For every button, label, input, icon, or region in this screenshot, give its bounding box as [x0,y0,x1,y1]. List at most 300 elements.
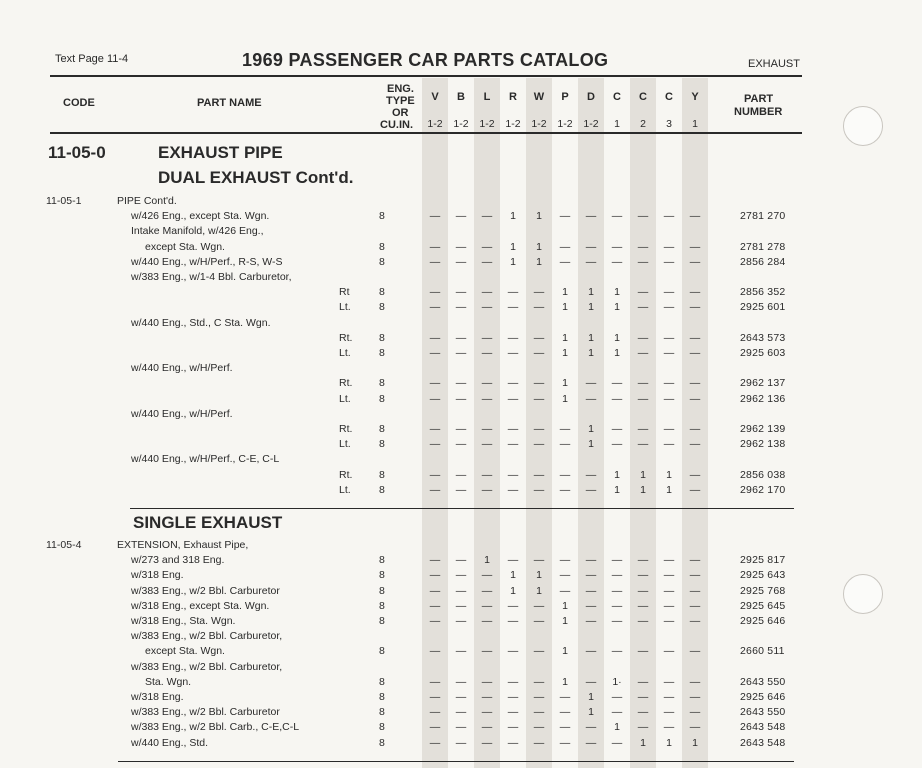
row-part-name: Intake Manifold, w/426 Eng., [131,225,264,238]
row-part-name: w/440 Eng., w/H/Perf., R-S, W-S [131,255,283,268]
row-model-cell: — [663,331,675,344]
model-range-header: 1-2 [505,118,521,130]
model-letter-header: V [431,91,439,103]
row-model-cell: — [637,210,649,223]
row-model-cell: — [481,286,493,299]
row-model-cell: — [663,423,675,435]
row-part-name: w/383 Eng., w/2 Bbl. Carburetor, [131,660,283,673]
model-letter-header: Y [691,91,699,103]
row-side: Rt. [339,468,353,481]
row-eng-type: 8 [379,569,385,582]
row-model-cell: — [689,240,701,253]
row-model-cell: — [689,210,701,223]
row-model-cell: — [663,706,675,719]
row-part-number: 2856 038 [740,468,786,481]
row-side: Rt [339,286,350,299]
row-model-cell: — [663,615,675,627]
row-model-cell: 1· [612,675,622,688]
row-model-cell: 1 [562,377,568,390]
model-letter-header: C [613,91,621,103]
row-model-cell: — [559,423,571,435]
row-model-cell: — [637,691,649,703]
row-eng-type: 8 [379,347,385,359]
row-model-cell: — [585,554,597,567]
model-range-header: 1-2 [453,118,469,130]
row-model-cell: 1 [536,584,542,597]
section-code: 11-05-0 [48,143,106,162]
row-model-cell: — [481,645,493,658]
row-model-cell: — [481,615,493,627]
row-model-cell: — [507,423,519,435]
row-model-cell: — [507,615,519,627]
row-model-cell: — [481,468,493,481]
row-model-cell: — [429,377,441,390]
section-label: EXHAUST [748,58,800,70]
row-model-cell: — [507,301,519,314]
row-part-number: 2643 550 [740,706,786,719]
part-number-header-line1: PART [744,93,774,105]
model-range-header: 1-2 [583,118,599,130]
row-part-name: Sta. Wgn. [145,675,192,688]
row-model-cell: — [663,599,675,612]
model-letter-header: R [509,91,517,103]
row-model-cell: — [455,706,467,719]
row-model-cell: — [429,615,441,627]
row-model-cell: 1 [614,347,620,359]
binder-hole [843,574,883,614]
row-model-cell: — [559,721,571,734]
row-side: Lt. [339,483,351,496]
row-model-cell: — [481,301,493,314]
row-model-cell: — [663,691,675,703]
row-part-number: 2856 352 [740,286,786,299]
row-part-name: w/440 Eng., w/H/Perf. [131,362,233,375]
row-model-cell: — [533,392,545,405]
row-model-cell: — [455,675,467,688]
row-part-number: 2962 170 [740,483,786,496]
row-model-cell: — [663,554,675,567]
row-part-number: 2781 278 [740,240,786,253]
row-model-cell: 1 [614,468,620,481]
row-model-cell: — [637,706,649,719]
row-model-cell: — [533,706,545,719]
row-model-cell: — [689,438,701,451]
row-model-cell: — [637,423,649,435]
row-eng-type: 8 [379,438,385,451]
row-model-cell: 1 [510,569,516,582]
row-model-cell: — [455,584,467,597]
row-model-cell: — [455,210,467,223]
model-range-header: 1 [692,118,698,130]
row-model-cell: 1 [614,721,620,734]
row-model-cell: — [585,721,597,734]
row-model-cell: — [533,736,545,749]
row-model-cell: — [455,377,467,390]
row-eng-type: 8 [379,706,385,719]
row-model-cell: — [585,615,597,627]
row-model-cell: — [689,645,701,658]
row-model-cell: — [611,615,623,627]
row-model-cell: — [663,721,675,734]
row-model-cell: — [455,438,467,451]
row-model-cell: — [585,210,597,223]
row-model-cell: — [663,584,675,597]
row-model-cell: — [689,615,701,627]
row-part-name: w/440 Eng., w/H/Perf., C-E, C-L [131,453,280,466]
row-model-cell: — [507,286,519,299]
row-model-cell: — [611,438,623,451]
row-model-cell: — [507,483,519,496]
row-model-cell: 1 [562,347,568,359]
row-model-cell: — [585,569,597,582]
model-letter-header: L [483,91,491,103]
row-model-cell: — [611,599,623,612]
row-model-cell: — [689,331,701,344]
row-model-cell: — [637,721,649,734]
row-model-cell: — [455,483,467,496]
row-model-cell: 1 [588,706,594,719]
row-model-cell: — [585,584,597,597]
row-part-name: except Sta. Wgn. [145,645,225,658]
model-letter-header: C [665,91,673,103]
row-model-cell: — [481,255,493,268]
row-part-number: 2643 573 [740,331,786,344]
row-model-cell: — [507,675,519,688]
row-model-cell: — [611,645,623,658]
row-model-cell: 1 [510,240,516,253]
row-model-cell: — [507,438,519,451]
row-model-cell: — [429,645,441,658]
row-model-cell: — [533,301,545,314]
binder-hole [843,106,883,146]
row-model-cell: — [507,599,519,612]
row-model-cell: — [455,569,467,582]
row-eng-type: 8 [379,599,385,612]
row-model-cell: — [663,255,675,268]
row-model-cell: — [481,721,493,734]
row-model-cell: — [455,347,467,359]
row-model-cell: — [507,706,519,719]
row-model-cell: 1 [536,569,542,582]
row-model-cell: — [429,301,441,314]
row-model-cell: 1 [588,423,594,435]
row-model-cell: — [637,599,649,612]
row-part-name: w/383 Eng., w/2 Bbl. Carb., C-E,C-L [131,721,300,734]
row-model-cell: — [689,691,701,703]
row-model-cell: 1 [640,736,646,749]
row-model-cell: — [481,599,493,612]
row-model-cell: — [533,554,545,567]
row-part-number: 2781 270 [740,210,786,223]
row-model-cell: 1 [614,483,620,496]
row-part-number: 2925 817 [740,554,786,567]
row-model-cell: — [429,554,441,567]
row-model-cell: 1 [562,675,568,688]
part-name-column-header: PART NAME [197,97,262,109]
row-model-cell: — [429,331,441,344]
row-model-cell: — [663,286,675,299]
row-eng-type: 8 [379,584,385,597]
row-model-cell: — [689,554,701,567]
row-model-cell: — [637,392,649,405]
row-model-cell: — [585,240,597,253]
row-model-cell: — [611,392,623,405]
row-model-cell: — [559,691,571,703]
row-model-cell: — [689,468,701,481]
model-range-header: 1 [614,118,620,130]
row-part-number: 2925 603 [740,347,786,359]
row-model-cell: — [637,615,649,627]
row-part-number: 2660 511 [740,645,785,658]
row-model-cell: — [663,392,675,405]
row-model-cell: — [533,347,545,359]
row-part-name: w/318 Eng., Sta. Wgn. [131,615,236,627]
model-range-header: 3 [666,118,672,130]
part-number-header-line2: NUMBER [734,106,783,118]
row-model-cell: — [663,240,675,253]
row-model-cell: 1 [614,286,620,299]
model-range-header: 1-2 [531,118,547,130]
row-model-cell: — [559,584,571,597]
model-letter-header: W [533,91,545,103]
row-model-cell: 1 [562,331,568,344]
row-model-cell: 1 [588,301,594,314]
row-model-cell: — [481,483,493,496]
row-model-cell: — [481,377,493,390]
row-part-name: w/383 Eng., w/2 Bbl. Carburetor [131,706,280,719]
row-model-cell: — [429,599,441,612]
row-model-cell: — [429,569,441,582]
single-exhaust-title: SINGLE EXHAUST [133,513,283,532]
page-title: 1969 PASSENGER CAR PARTS CATALOG [242,50,609,70]
row-model-cell: 1 [666,736,672,749]
row-model-cell: — [429,468,441,481]
row-code: 11-05-4 [46,539,82,551]
row-model-cell: — [533,483,545,496]
row-model-cell: — [429,691,441,703]
section-divider-rule [130,508,794,509]
row-model-cell: 1 [588,438,594,451]
row-model-cell: — [429,584,441,597]
row-model-cell: — [429,255,441,268]
row-part-name: w/440 Eng., w/H/Perf. [131,407,233,420]
row-eng-type: 8 [379,301,385,314]
row-model-cell: — [637,331,649,344]
row-model-cell: — [455,554,467,567]
row-model-cell: — [689,721,701,734]
row-model-cell: — [455,615,467,627]
row-model-cell: — [637,377,649,390]
row-model-cell: — [481,569,493,582]
row-model-cell: — [533,468,545,481]
row-model-cell: — [481,706,493,719]
row-part-name: w/273 and 318 Eng. [131,554,225,567]
row-model-cell: — [507,736,519,749]
row-part-number: 2925 645 [740,599,786,612]
row-model-cell: — [637,645,649,658]
row-model-cell: — [429,706,441,719]
row-side: Rt. [339,331,353,344]
row-model-cell: — [507,645,519,658]
row-model-cell: — [585,645,597,658]
row-model-cell: — [559,736,571,749]
row-model-cell: — [637,675,649,688]
row-part-number: 2925 646 [740,615,786,627]
row-model-cell: — [533,438,545,451]
row-model-cell: — [429,423,441,435]
row-model-cell: — [429,721,441,734]
row-part-name: except Sta. Wgn. [145,240,225,253]
row-model-cell: — [559,706,571,719]
model-letter-header: B [457,91,465,103]
row-model-cell: — [663,645,675,658]
row-model-cell: — [429,438,441,451]
row-model-cell: — [507,377,519,390]
row-model-cell: — [507,554,519,567]
row-model-cell: — [455,691,467,703]
row-model-cell: 1 [588,691,594,703]
section-title: EXHAUST PIPE [158,143,283,162]
eng-type-header-line2: TYPE [386,95,415,107]
row-model-cell: — [429,392,441,405]
row-model-cell: — [611,377,623,390]
row-part-number: 2643 548 [740,721,786,734]
row-eng-type: 8 [379,286,385,299]
row-model-cell: — [585,392,597,405]
row-part-name: w/383 Eng., w/2 Bbl. Carburetor, [131,630,283,643]
row-model-cell: 1 [692,736,698,749]
row-model-cell: — [663,347,675,359]
row-model-cell: — [689,483,701,496]
row-model-cell: — [533,675,545,688]
row-model-cell: — [689,286,701,299]
row-model-cell: — [533,721,545,734]
row-side: Rt. [339,377,353,390]
row-model-cell: — [559,240,571,253]
row-eng-type: 8 [379,721,385,734]
row-model-cell: — [559,255,571,268]
row-model-cell: 1 [536,210,542,223]
row-eng-type: 8 [379,423,385,435]
row-side: Lt. [339,347,351,359]
row-model-cell: — [455,255,467,268]
row-model-cell: — [455,286,467,299]
row-model-cell: — [481,736,493,749]
row-model-cell: 1 [640,468,646,481]
row-model-cell: 1 [484,554,490,567]
row-model-cell: — [689,584,701,597]
row-part-name: PIPE Cont'd. [117,195,177,207]
row-eng-type: 8 [379,377,385,390]
row-model-cell: — [559,569,571,582]
row-model-cell: 1 [562,301,568,314]
row-model-cell: — [533,377,545,390]
row-model-cell: — [455,721,467,734]
row-part-number: 2643 548 [740,736,786,749]
row-part-name: w/318 Eng. [131,569,184,582]
row-model-cell: — [507,331,519,344]
model-range-header: 1-2 [427,118,443,130]
row-part-name: w/440 Eng., Std., C Sta. Wgn. [131,316,271,329]
row-model-cell: — [611,584,623,597]
row-model-cell: 1 [588,347,594,359]
row-eng-type: 8 [379,468,385,481]
row-model-cell: — [455,468,467,481]
row-model-cell: 1 [562,615,568,627]
row-model-cell: — [455,423,467,435]
row-model-cell: — [585,468,597,481]
row-model-cell: — [507,468,519,481]
row-model-cell: — [533,423,545,435]
row-model-cell: — [637,240,649,253]
model-letter-header: C [639,91,647,103]
row-model-cell: — [689,255,701,268]
row-model-cell: — [429,286,441,299]
row-model-cell: — [637,584,649,597]
row-part-name: w/426 Eng., except Sta. Wgn. [131,210,270,223]
row-model-cell: — [689,675,701,688]
eng-type-header-line3: OR [392,107,409,119]
row-model-cell: — [429,675,441,688]
row-model-cell: — [611,736,623,749]
row-part-number: 2856 284 [740,255,786,268]
row-model-cell: — [481,691,493,703]
row-model-cell: 1 [536,240,542,253]
row-eng-type: 8 [379,392,385,405]
eng-type-header-line1: ENG. [387,83,414,95]
row-eng-type: 8 [379,615,385,627]
row-part-name: w/318 Eng., except Sta. Wgn. [131,599,270,612]
row-model-cell: — [507,721,519,734]
row-model-cell: — [533,691,545,703]
code-column-header: CODE [63,97,95,109]
row-model-cell: — [689,347,701,359]
row-model-cell: — [611,255,623,268]
row-model-cell: — [611,210,623,223]
row-model-cell: — [689,392,701,405]
row-model-cell: — [455,392,467,405]
footer-rule [118,761,794,762]
row-model-cell: — [585,483,597,496]
row-model-cell: — [481,240,493,253]
row-model-cell: — [455,240,467,253]
row-model-cell: — [585,675,597,688]
row-model-cell: — [507,392,519,405]
row-eng-type: 8 [379,736,385,749]
row-model-cell: — [689,599,701,612]
row-model-cell: — [663,438,675,451]
row-model-cell: — [559,483,571,496]
row-model-cell: 1 [510,210,516,223]
row-model-cell: — [507,347,519,359]
row-model-cell: 1 [536,255,542,268]
row-part-name: EXTENSION, Exhaust Pipe, [117,539,249,551]
row-model-cell: — [559,554,571,567]
model-letter-header: D [587,91,595,103]
row-model-cell: — [455,645,467,658]
row-model-cell: — [429,240,441,253]
row-model-cell: — [429,347,441,359]
row-model-cell: 1 [562,645,568,658]
row-eng-type: 8 [379,554,385,567]
row-model-cell: — [481,438,493,451]
row-eng-type: 8 [379,240,385,253]
row-model-cell: — [637,301,649,314]
row-model-cell: — [455,599,467,612]
row-part-name: w/383 Eng., w/1-4 Bbl. Carburetor, [131,271,292,283]
row-model-cell: — [585,377,597,390]
row-model-cell: — [637,438,649,451]
